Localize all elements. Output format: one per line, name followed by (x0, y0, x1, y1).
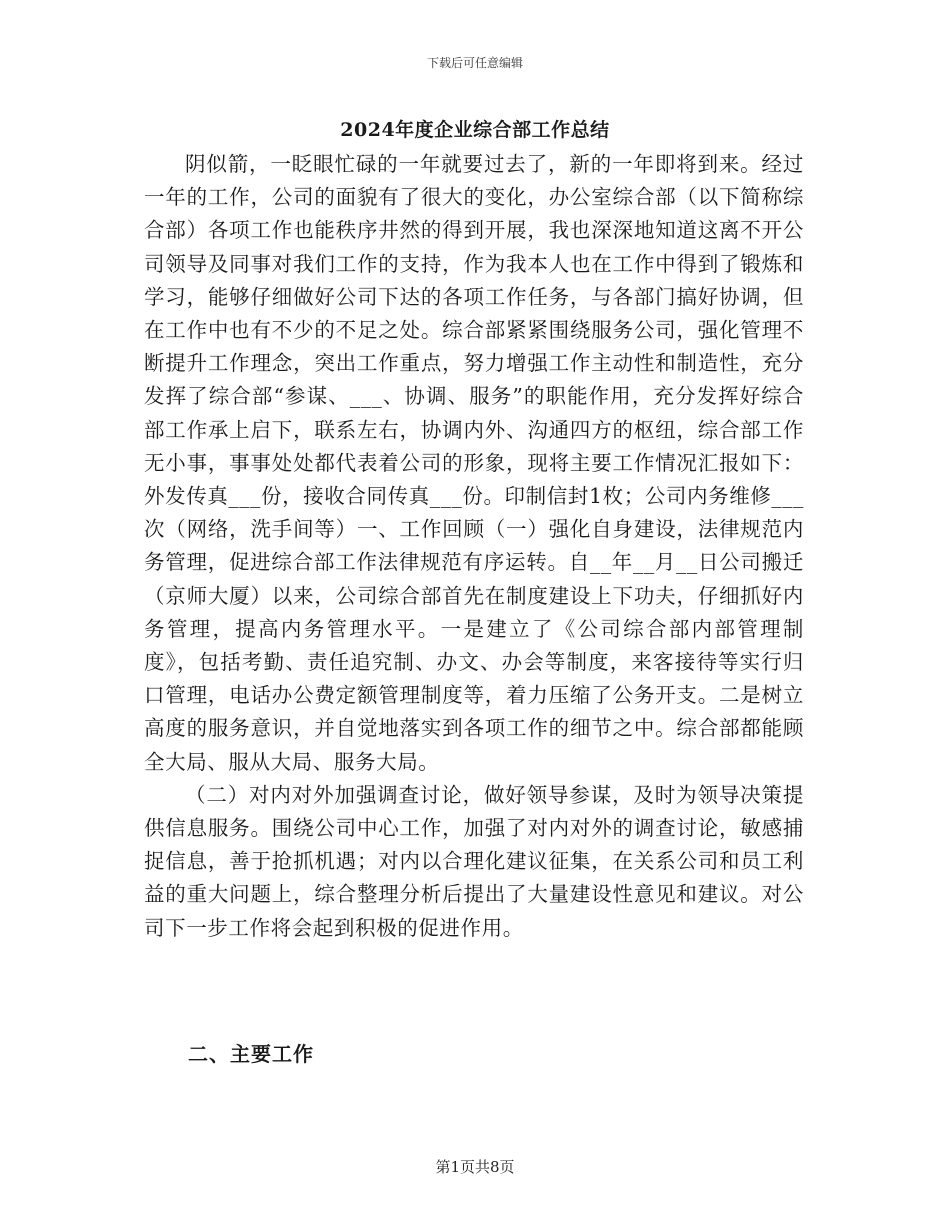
section-heading: 二、主要工作 (188, 1042, 314, 1066)
document-body (144, 148, 804, 945)
document-title: 2024年度企业综合部工作总结 (340, 119, 610, 141)
header-note: 下载后可任意编辑 (426, 56, 523, 70)
paragraph-1: 阴似箭，一眨眼忙碌的一年就要过去了，新的一年即将到来。经过一年的工作，公司的面貌有了很大的变化，办公室综合部（以下简称综合部）各项工作也能秩序井然的得到开展，我也深深地知道这离不开公司领导及同事对我们工作的支持，作为我本人也在工作中得到了锻炼和学习，能够仔细做好公司下达的各项工作任务，与各部门搞好协调，但在工作中也有不少的不足之处。综合部紧紧围绕服务公司，强化管理不断提升工作理念，突出工作重点，努力增强工作主动性和制造性，充分发挥了综合部“参谋、___、协调、服务”的职能作用，充分发挥好综合部工作承上启下，联系左右，协调内外、沟通四方的枢纽，综合部工作无小事，事事处处都代表着公司的形象，现将主要工作情况汇报如下：外发传真___份，接收合同传真___份。印制信封1枚；公司内务维修___次（网络，洗手间等）一、工作回顾（一）强化自身建设，法律规范内务管理，促进综合部工作法律规范有序运转。自__年__月__日公司搬迁（京师大厦）以来，公司综合部首先在制度建设上下功夫，仔细抓好内务管理，提高内务管理水平。一是建立了《公司综合部内部管理制度》，包括考勤、责任追究制、办文、办会等制度，来客接待等实行归口管理，电话办公费定额管理制度等，着力压缩了公务开支。二是树立高度的服务意识，并自觉地落实到各项工作的细节之中。综合部都能顾全大局、服从大局、服务大局。 (144, 152, 804, 774)
page-number: 第1页共8页 (435, 1158, 515, 1176)
paragraph-2: （二）对内对外加强调查讨论，做好领导参谋，及时为领导决策提供信息服务。围绕公司中心工作，加强了对内对外的调查讨论，敏感捕捉信息，善于抢抓机遇；对内以合理化建议征集，在关系公司和员工利益的重大问题上，综合整理分析后提出了大量建设性意见和建议。对公司下一步工作将会起到积极的促进作用。 (144, 782, 804, 940)
